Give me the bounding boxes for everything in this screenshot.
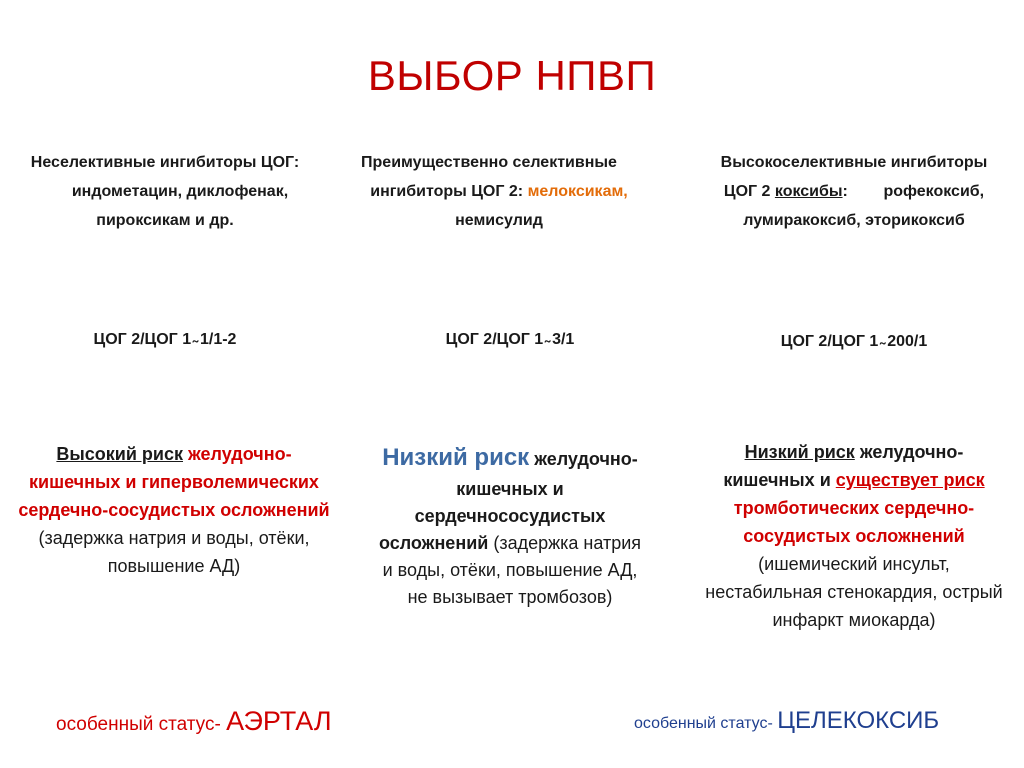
column-2-risk [340, 441, 680, 611]
col1-risk-text: желудочно- [183, 444, 292, 464]
col2-header-line2a: ингибиторы ЦОГ 2: [370, 183, 528, 200]
col2-risk-line4b: (задержка натрия [488, 533, 642, 553]
col2-header-line1: Преимущественно селективные [361, 154, 617, 171]
col3-risk-line4: сосудистых осложнений [743, 526, 965, 546]
col1-risk-level: Высокий риск [56, 444, 183, 464]
col3-header-coxibs: коксибы [774, 183, 843, 200]
col3-risk-level: Низкий риск [744, 442, 855, 462]
column-3-ratio: ЦОГ 2/ЦОГ 1 ̴ 200/1 [780, 333, 928, 350]
footer-left-drug: АЭРТАЛ [226, 706, 332, 736]
col1-risk-line5: повышение АД) [107, 556, 241, 576]
column-2-header [340, 148, 658, 235]
col1-header-line2: индометацин, диклофенак, [71, 183, 289, 200]
col2-risk-line5: и воды, отёки, повышение АД, [382, 560, 638, 580]
col2-header-line3: немисулид [455, 212, 543, 229]
col3-risk-line5: (ишемический инсульт, [758, 554, 950, 574]
col3-risk-text: желудочно- [854, 442, 964, 462]
col2-risk-line2: кишечных и [456, 479, 564, 499]
column-3-header [684, 148, 1024, 235]
footer-right-prefix: особенный статус- [634, 715, 778, 732]
col1-risk-line3: сердечно-сосудистых осложнений [18, 500, 330, 520]
col3-risk-line2a: кишечных и [723, 470, 836, 490]
col3-header-line2c: : рофекоксиб, [842, 183, 985, 200]
col2-header-drug: мелоксикам, [527, 183, 628, 200]
col2-risk-level: Низкий риск [382, 444, 530, 471]
col3-header-line1: Высокоселективные ингибиторы [720, 154, 988, 171]
col1-risk-line2: кишечных и гиперволемических [29, 472, 319, 492]
col3-header-line2a: ЦОГ 2 [723, 183, 775, 200]
col1-header-line3: пироксикам и др. [96, 212, 234, 229]
col3-risk-line6: нестабильная стенокардия, острый [705, 582, 1003, 602]
footer-right-drug: ЦЕЛЕКОКСИБ [777, 707, 940, 734]
col2-risk-line4a: осложнений [378, 533, 489, 553]
footer-right [634, 707, 939, 735]
col3-risk-line3: тромботических сердечно- [733, 498, 975, 518]
footer-left [56, 706, 332, 737]
column-3-risk [684, 438, 1024, 634]
col3-header-line3: лумиракоксиб, эторикоксиб [743, 212, 965, 229]
col2-risk-line3: сердечнососудистых [414, 506, 606, 526]
col2-risk-line6: не вызывает тромбозов) [407, 587, 613, 607]
column-1-header [0, 148, 330, 235]
column-2-ratio: ЦОГ 2/ЦОГ 1 ̴ 3/1 [445, 331, 575, 348]
col1-risk-line4: (задержка натрия и воды, отёки, [38, 528, 310, 548]
col3-risk-line7: инфаркт миокарда) [772, 610, 936, 630]
slide-title: ВЫБОР НПВП [367, 52, 657, 99]
col3-risk-exists: существует риск [835, 470, 985, 490]
column-1-risk [0, 440, 348, 580]
col1-header-line1: Неселективные ингибиторы ЦОГ: [30, 154, 300, 171]
col2-risk-text: желудочно- [529, 449, 638, 469]
column-1-ratio: ЦОГ 2/ЦОГ 1 ̴ 1/1-2 [93, 331, 237, 348]
footer-left-prefix: особенный статус- [56, 714, 227, 735]
